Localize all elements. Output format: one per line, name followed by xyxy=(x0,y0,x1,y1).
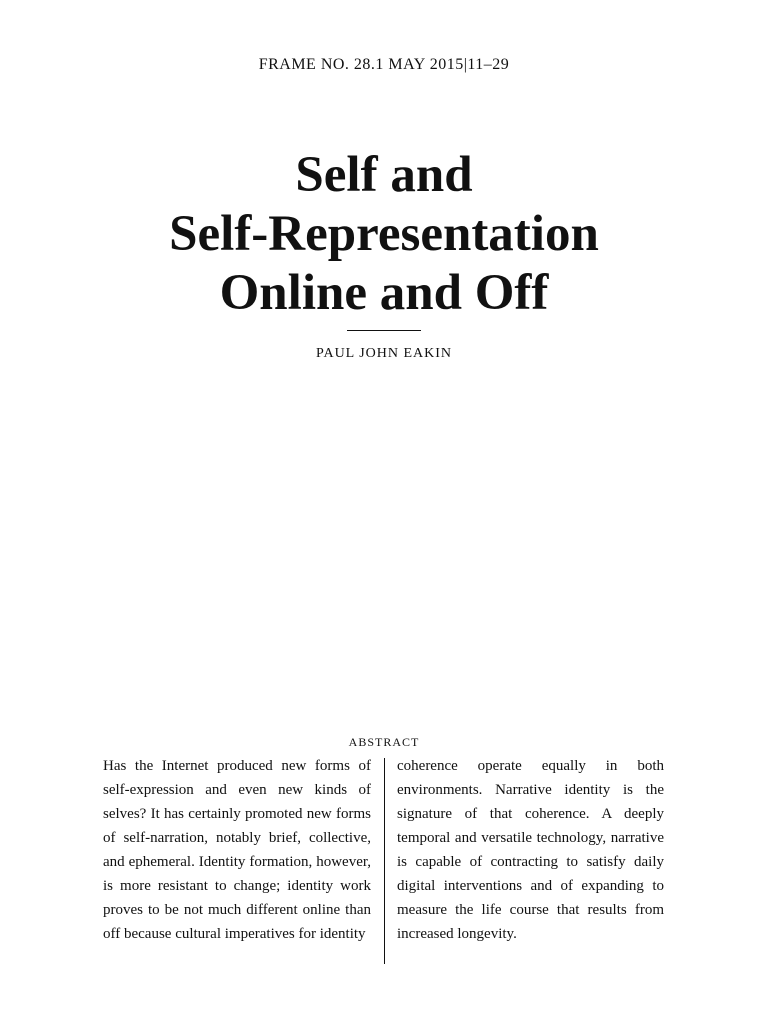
journal-citation: FRAME NO. 28.1 MAY 2015|11–29 xyxy=(258,56,510,73)
abstract-left-column: Has the Internet produced new forms of self-expression and even new kinds of selves? It has certainly promoted new forms of self-narration, notably brief, collective, and ephemeral. Identity formation, however, is more resistant to change; identity work proves to be not much different online than off because cultural imperatives for identity xyxy=(103,758,371,942)
author-name: PAUL JOHN EAKIN xyxy=(315,346,453,361)
abstract-right-column: coherence operate equally in both environments. Narrative identity is the signature of that coherence. A deeply temporal and versatile technology, narrative is capable of contracting to satisfy daily digital interventions and of expanding to measure the life course that results from increased longevity. xyxy=(397,758,664,942)
title-line: Self-Representation xyxy=(169,206,599,262)
abstract-heading: ABSTRACT xyxy=(348,735,420,749)
article-title xyxy=(0,146,768,323)
column-divider xyxy=(384,758,385,964)
title-line: Self and xyxy=(295,147,473,203)
title-divider xyxy=(347,330,421,331)
title-line: Online and Off xyxy=(219,265,549,321)
